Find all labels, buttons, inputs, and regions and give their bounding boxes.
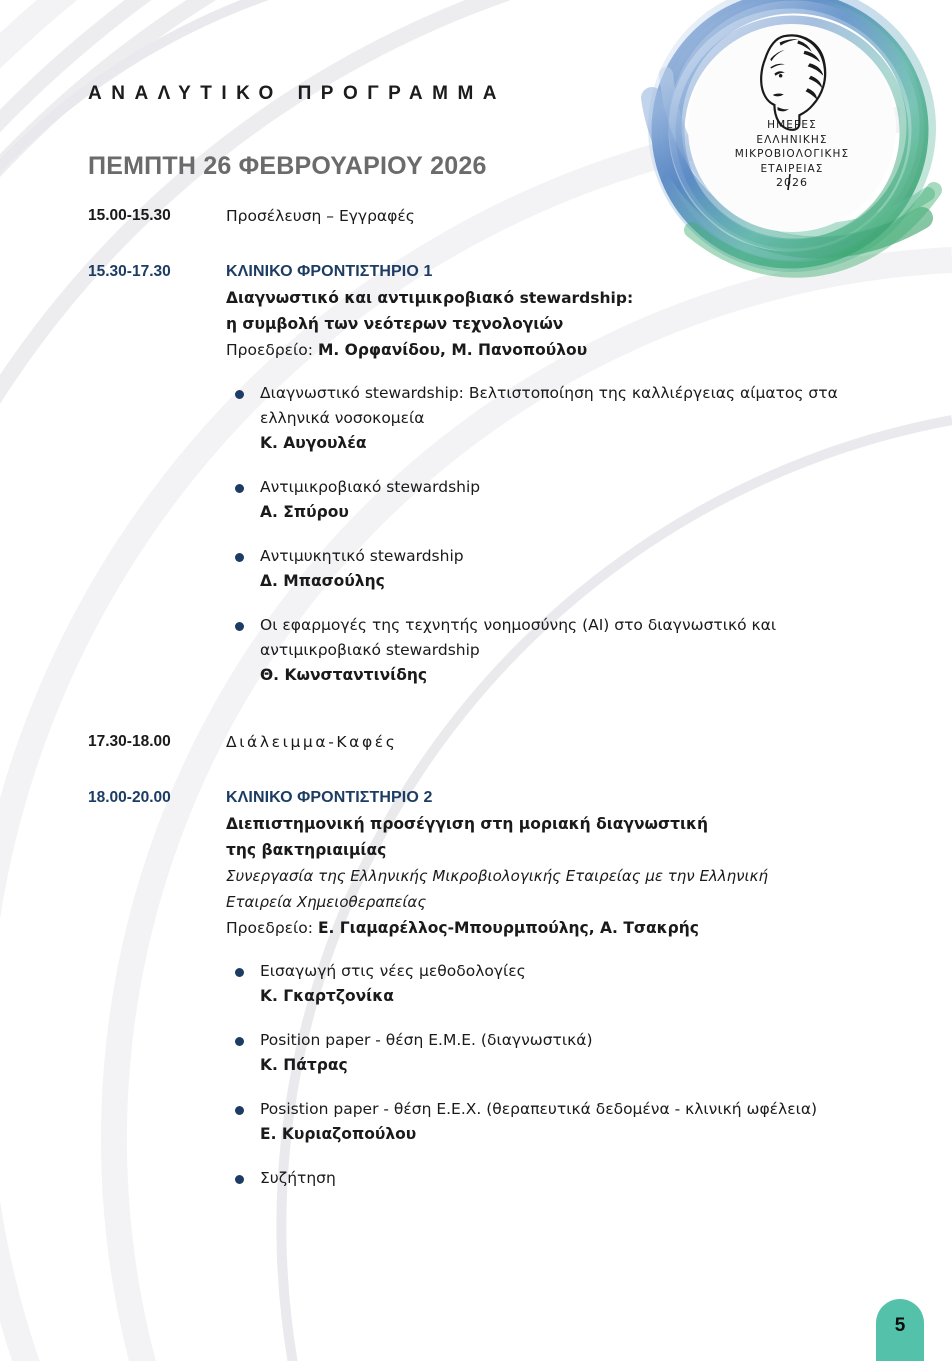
schedule-list (88, 203, 888, 1210)
bullet-dot-icon (235, 622, 244, 631)
list-item (226, 959, 888, 1009)
item-title: Συζήτηση (260, 1169, 336, 1187)
session-chair (226, 915, 888, 941)
page-number-badge (876, 1299, 924, 1361)
list-item (226, 544, 888, 594)
schedule-row (88, 203, 888, 229)
slot-text: Διάλειμμα-Καφές (226, 733, 398, 751)
program-content (88, 0, 888, 1361)
logo-line-1: ΗΜΕΡΕΣ (767, 119, 817, 131)
item-speaker: Α. Σπύρου (260, 503, 349, 521)
logo-line-2: ΕΛΛΗΝΙΚΗΣ (756, 133, 828, 146)
schedule-row (88, 729, 888, 755)
list-item (226, 1166, 888, 1191)
list-item (226, 1097, 888, 1147)
bullet-dot-icon (235, 484, 244, 493)
logo-line-4: ΕΤΑΙΡΕΙΑΣ (760, 162, 824, 175)
bullet-dot-icon (235, 390, 244, 399)
item-title: Εισαγωγή στις νέες μεθοδολογίες (260, 962, 526, 980)
item-title: Posistion paper - θέση Ε.Ε.Χ. (θεραπευτικά δεδομένα - κλινική ωφέλεια) (260, 1100, 818, 1118)
slot-time: 18.00-20.00 (88, 789, 171, 806)
item-speaker: Κ. Αυγουλέα (260, 434, 367, 452)
list-item (226, 475, 888, 525)
item-title: Αντιμικροβιακό stewardship (260, 478, 481, 496)
session-title: ΚΛΙΝΙΚΟ ΦΡΟΝΤΙΣΤΗΡΙΟ 1 (226, 263, 433, 280)
item-speaker: Δ. Μπασούλης (260, 572, 385, 590)
item-speaker: Ε. Κυριαζοπούλου (260, 1125, 417, 1143)
chair-names: Μ. Ορφανίδου, Μ. Πανοπούλου (317, 341, 588, 359)
page-kicker: ΑΝΑΛΥΤΙΚΟ ΠΡΟΓΡΑΜΜΑ (88, 83, 507, 104)
item-speaker: Θ. Κωνσταντινίδης (260, 666, 428, 684)
list-item (226, 613, 888, 688)
session-subtitle-line: Διεπιστημονική προσέγγιση στη μοριακή διαγνωστική (226, 815, 709, 833)
bullet-dot-icon (235, 1037, 244, 1046)
session-subtitle-line: της βακτηριαιμίας (226, 841, 387, 859)
slot-time: 15.00-15.30 (88, 207, 171, 224)
chair-label: Προεδρείο: (226, 341, 318, 359)
slot-time: 17.30-18.00 (88, 733, 171, 750)
item-speaker: Κ. Πάτρας (260, 1056, 348, 1074)
logo-year: 2026 (776, 176, 808, 189)
item-title: Position paper - θέση Ε.Μ.Ε. (διαγνωστικά) (260, 1031, 593, 1049)
bullet-dot-icon (235, 553, 244, 562)
session-note-line: Εταιρεία Χημειοθεραπείας (226, 893, 427, 911)
bullet-dot-icon (235, 968, 244, 977)
session-subtitle-line: η συμβολή των νεότερων τεχνολογιών (226, 315, 564, 333)
session-items (226, 959, 888, 1191)
slot-time: 15.30-17.30 (88, 263, 171, 280)
chair-names: Ε. Γιαμαρέλλος-Μπουρμπούλης, Α. Τσακρής (317, 919, 699, 937)
session-title: ΚΛΙΝΙΚΟ ΦΡΟΝΤΙΣΤΗΡΙΟ 2 (226, 789, 433, 806)
logo-line-3: ΜΙΚΡΟΒΙΟΛΟΓΙΚΗΣ (734, 148, 850, 160)
schedule-row (88, 259, 888, 707)
schedule-row (88, 785, 888, 1210)
session-chair (226, 337, 888, 363)
list-item (226, 1028, 888, 1078)
bullet-dot-icon (235, 1175, 244, 1184)
chair-label: Προεδρείο: (226, 919, 318, 937)
item-title: Οι εφαρμογές της τεχνητής νοημοσύνης (ΑΙ) στο διαγνωστικό και αντιμικροβιακό stewardship (260, 616, 777, 659)
item-title: Διαγνωστικό stewardship: Βελτιστοποίηση της καλλιέργειας αίματος στα ελληνικά νοσοκομεία (260, 384, 838, 427)
item-title: Αντιμυκητικό stewardship (260, 547, 464, 565)
page-number-label: 5 (894, 1315, 906, 1336)
session-subtitle-line: Διαγνωστικό και αντιμικροβιακό stewardship: (226, 289, 634, 307)
bullet-dot-icon (235, 1106, 244, 1115)
session-items (226, 381, 888, 688)
page-title: ΠΕΜΠΤΗ 26 ΦΕΒΡΟΥΑΡΙΟΥ 2026 (88, 152, 487, 180)
list-item (226, 381, 888, 456)
session-note-line: Συνεργασία της Ελληνικής Μικροβιολογικής Εταιρείας με την Ελληνική (226, 867, 768, 885)
slot-text: Προσέλευση – Εγγραφές (226, 207, 415, 225)
item-speaker: Κ. Γκαρτζονίκα (260, 987, 394, 1005)
